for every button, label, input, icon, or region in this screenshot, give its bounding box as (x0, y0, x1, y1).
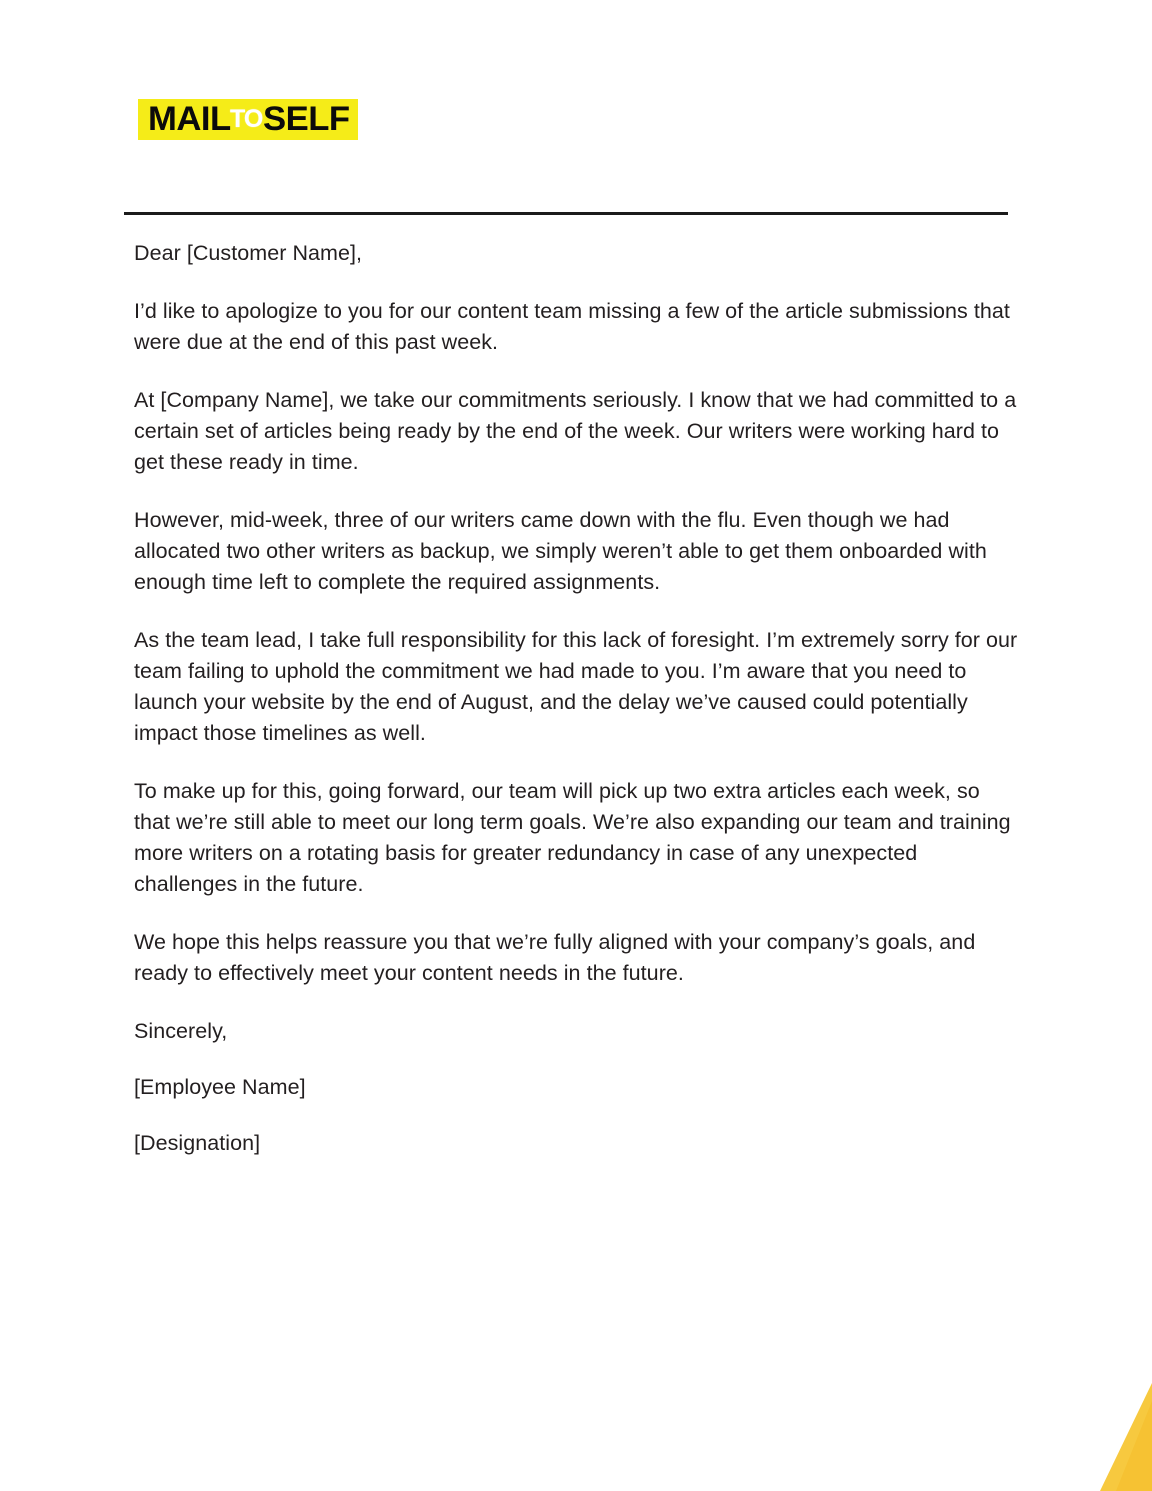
letter-body (134, 238, 1019, 1159)
salutation: Dear [Customer Name], (134, 241, 363, 265)
letterhead (138, 99, 358, 143)
signature-designation: [Designation] (134, 1131, 261, 1155)
logo-word-self: SELF (263, 100, 350, 138)
signature-name: [Employee Name] (134, 1075, 306, 1099)
logo-word-mail: MAIL (148, 100, 231, 138)
paragraph-3: However, mid-week, three of our writers came down with the flu. Even though we had allocated two other writers as backup, we simply weren’t able to get them onboarded with enough time left to complete the required assignments. (134, 508, 987, 594)
paragraph-5: To make up for this, going forward, our team will pick up two extra articles each week, so that we’re still able to meet our long term goals. We’re also expanding our team and training more writers on a rotating basis for greater redundancy in case of any unexpected challenges in the future. (134, 779, 1011, 896)
paragraph-6: We hope this helps reassure you that we’re fully aligned with your company’s goals, and ready to effectively meet your content needs in the future. (134, 930, 976, 985)
logo-word-to: TO (230, 105, 263, 133)
paragraph-1: I’d like to apologize to you for our content team missing a few of the article submissions that were due at the end of this past week. (134, 299, 1010, 354)
paragraph-2: At [Company Name], we take our commitments seriously. I know that we had committed to a certain set of articles being ready by the end of the week. Our writers were working hard to get these ready in time. (134, 388, 1017, 474)
closing: Sincerely, (134, 1019, 228, 1043)
corner-wedge-decoration (1060, 1383, 1152, 1491)
header-divider (124, 212, 1008, 215)
mail-to-self-logo (138, 99, 358, 140)
paragraph-4: As the team lead, I take full responsibility for this lack of foresight. I’m extremely sorry for our team failing to uphold the commitment we had made to you. I’m aware that you need to launch your website by the end of August, and the delay we’ve caused could potentially impact those timelines as well. (134, 628, 1018, 745)
